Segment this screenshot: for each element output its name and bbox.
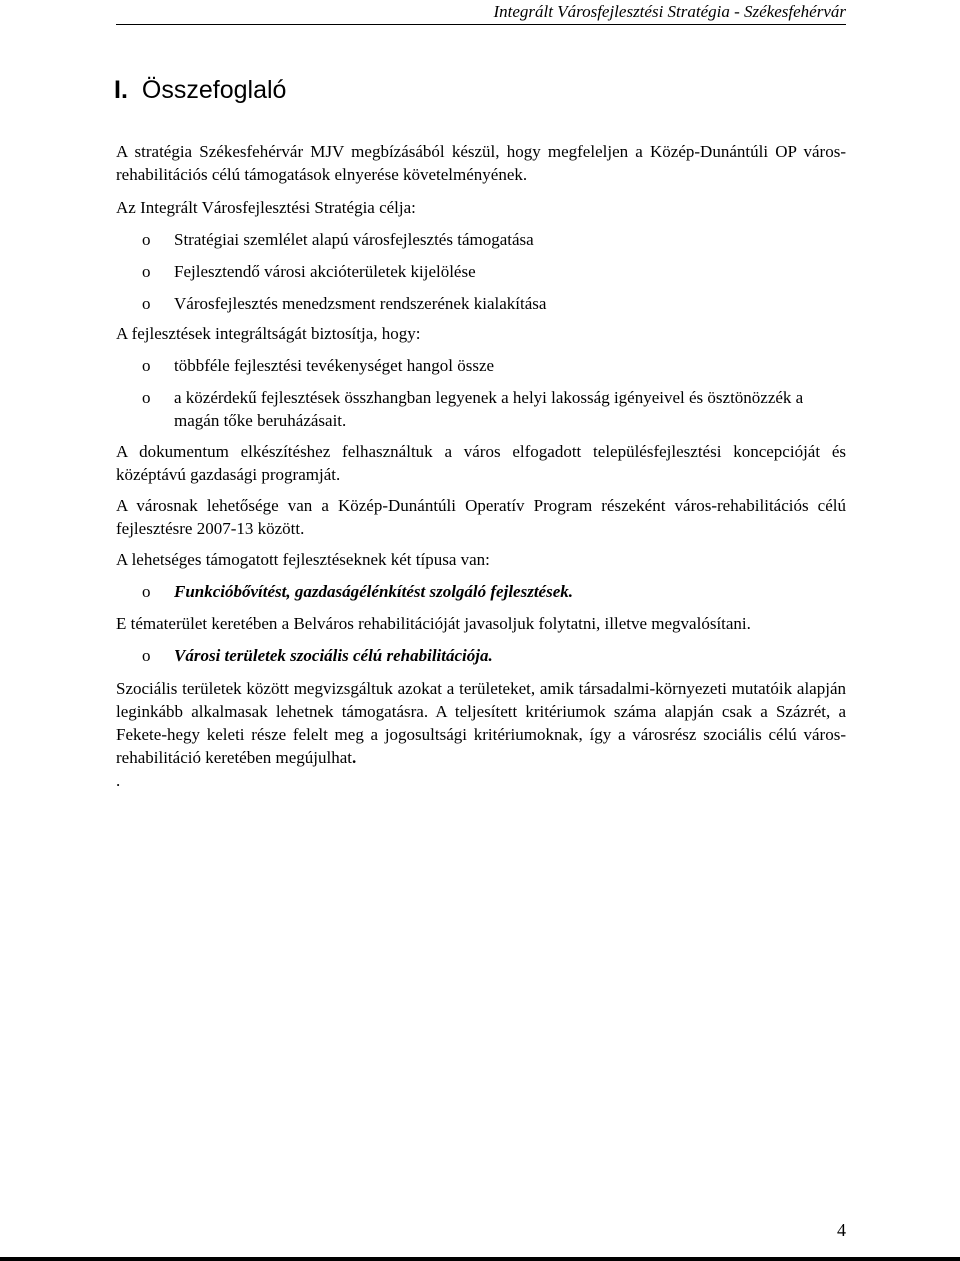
types-heading: A lehetséges támogatott fejlesztéseknek két típusa van: [116, 550, 490, 569]
goal-item [116, 228, 846, 251]
running-header [116, 0, 846, 25]
bullet-marker: o [142, 388, 151, 407]
bullet-marker: o [142, 356, 151, 375]
type-item [116, 580, 846, 603]
page-number: 4 [837, 1220, 846, 1240]
chapter-title-text: Összefoglaló [141, 76, 287, 104]
goal-item-text: Stratégiai szemlélet alapú városfejlesztés támogatása [174, 230, 534, 249]
type1-note-paragraph: E tématerület keretében a Belváros rehabilitációját javasoljuk folytatni, illetve megvalósítani. [116, 614, 751, 633]
concept-paragraph: A dokumentum elkészítéshez felhasználtuk a város elfogadott településfejlesztési koncepcióját és középtávú gazdasági programját. [116, 442, 846, 484]
bullet-marker: o [142, 294, 151, 313]
bullet-marker: o [142, 230, 151, 249]
running-header-text: Integrált Városfejlesztési Stratégia - Székesfehérvár [493, 2, 846, 21]
bullet-marker: o [142, 646, 151, 665]
chapter-title [114, 74, 286, 106]
footer-rule [0, 1257, 960, 1261]
type-item-text: Városi területek szociális célú rehabilitációja. [174, 646, 493, 665]
goal-item-text: Fejlesztendő városi akcióterületek kijelölése [174, 262, 476, 281]
social-paragraph-end-mark: . [352, 748, 357, 767]
goals-heading: Az Integrált Városfejlesztési Stratégia célja: [116, 198, 416, 217]
social-paragraph-text: Szociális területek között megvizsgáltuk azokat a területeket, amik társadalmi-környezeti mutatóik alapján leginkább alkalmasak lehetnek támogatásra. A teljesített kritériumok száma alapján csak a Százrét, a Fekete-hegy keleti része felelt meg a jogosultsági kritériumoknak, így a városrész szociális célú város-rehabilitáció keretében megújulhat [116, 679, 846, 767]
chapter-number: I. [114, 76, 128, 104]
bullet-marker: o [142, 262, 151, 281]
social-paragraph [116, 677, 846, 769]
goal-item-text: Városfejlesztés menedzsment rendszerének kialakítása [174, 294, 547, 313]
bullet-marker: o [142, 582, 151, 601]
page-body [116, 140, 846, 792]
type-item [116, 644, 846, 667]
integration-item [116, 354, 846, 377]
integration-heading: A fejlesztések integráltságát biztosítja, hogy: [116, 324, 421, 343]
integration-item-text: a közérdekű fejlesztések összhangban legyenek a helyi lakosság igényeivel és ösztönözzék a magán tőke beruházásait. [174, 388, 804, 430]
stray-period: . [116, 771, 121, 790]
goal-item [116, 292, 846, 315]
integration-item [116, 386, 846, 432]
intro-paragraph: A stratégia Székesfehérvár MJV megbízásából készül, hogy megfeleljen a Közép-Dunántúli OP város-rehabilitációs célú támogatások elnyerése követelményének. [116, 142, 846, 184]
integration-item-text: többféle fejlesztési tevékenységet hangol össze [174, 356, 495, 375]
goal-item [116, 260, 846, 283]
type-item-text: Funkcióbővítést, gazdaságélénkítést szolgáló fejlesztések. [174, 582, 574, 601]
program-paragraph: A városnak lehetősége van a Közép-Dunántúli Operatív Program részeként város-rehabilitációs célú fejlesztésre 2007-13 között. [116, 496, 846, 538]
